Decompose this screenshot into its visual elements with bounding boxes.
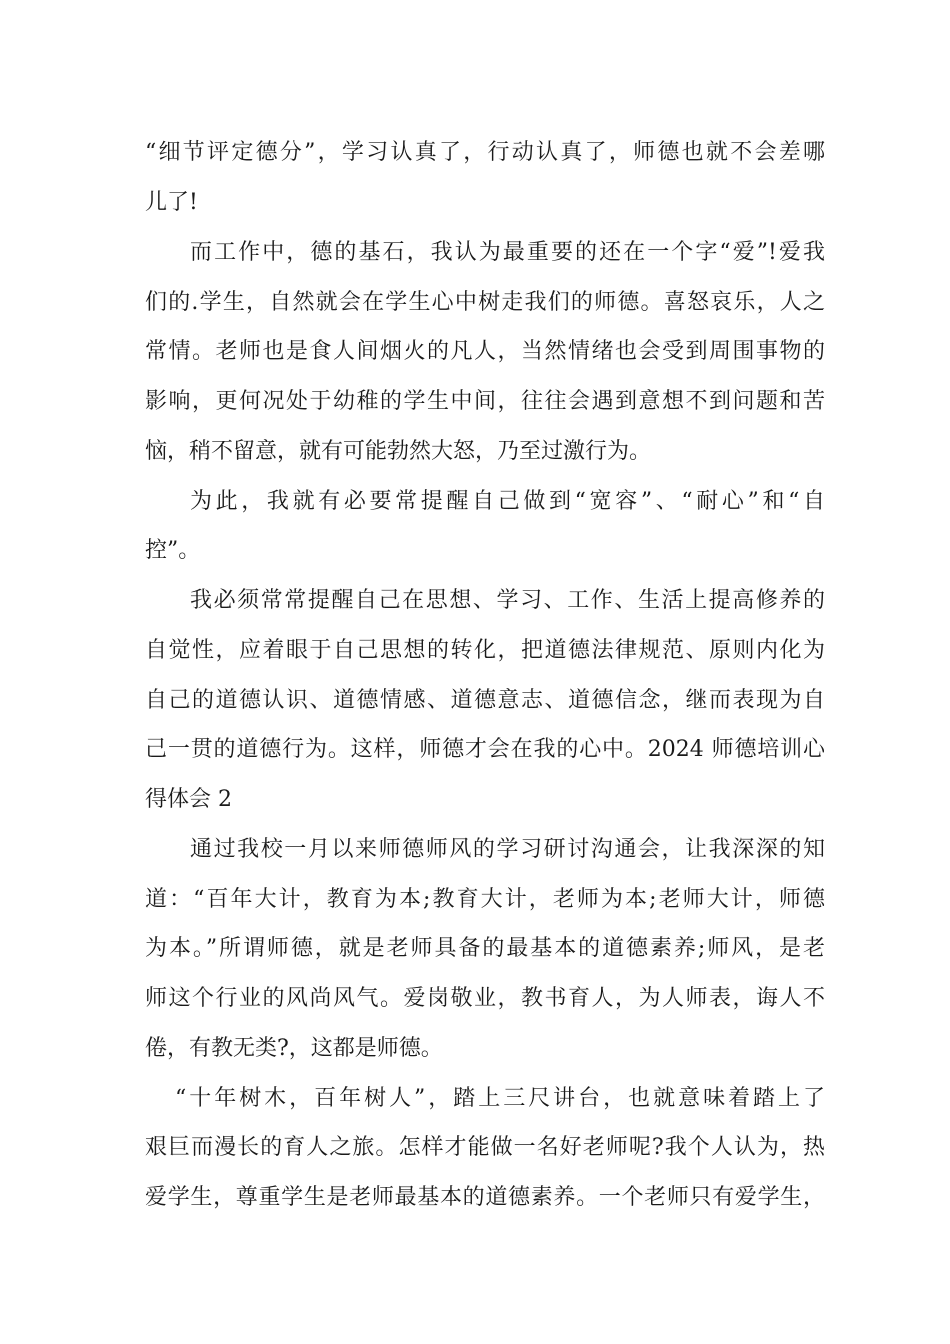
text-line: 们的.学生，自然就会在学生心中树走我们的师德。喜怒哀乐，人之: [145, 290, 825, 315]
text-line: 儿了!: [145, 190, 198, 215]
text-line: “十年树木，百年树人”，踏上三尺讲台，也就意味着踏上了: [175, 1086, 825, 1111]
text-line: 影响，更何况处于幼稚的学生中间，往往会遇到意想不到问题和苦: [145, 389, 825, 414]
text-line: 倦，有教无类?，这都是师德。: [145, 1036, 443, 1061]
text-line: 为此，我就有必要常提醒自己做到“宽容”、“耐心”和“自: [190, 489, 825, 514]
text-line: 控”。: [145, 538, 201, 563]
text-line: 己一贯的道德行为。这样，师德才会在我的心中。2024 师德培训心: [145, 737, 825, 762]
text-line: 常情。老师也是食人间烟火的凡人，当然情绪也会受到周围事物的: [145, 339, 825, 364]
text-line: 爱学生，尊重学生是老师最基本的道德素养。一个老师只有爱学生，: [145, 1185, 825, 1210]
text-line: 师这个行业的风尚风气。爱岗敬业，教书育人，为人师表，诲人不: [145, 986, 825, 1011]
text-line: 艰巨而漫长的育人之旅。怎样才能做一名好老师呢?我个人认为，热: [145, 1135, 825, 1160]
text-line: 而工作中，德的基石，我认为最重要的还在一个字“爱”!爱我: [190, 240, 825, 265]
text-line: 得体会 2: [145, 787, 232, 812]
text-line: 我必须常常提醒自己在思想、学习、工作、生活上提高修养的: [190, 588, 825, 613]
text-line: 道：“百年大计，教育为本;教育大计，老师为本;老师大计，师德: [145, 887, 825, 912]
text-line: 为本。”所谓师德，就是老师具备的最基本的道德素养;师风，是老: [145, 936, 825, 961]
text-line: 通过我校一月以来师德师风的学习研讨沟通会，让我深深的知: [190, 837, 825, 862]
text-line: 自觉性，应着眼于自己思想的转化，把道德法律规范、原则内化为: [145, 638, 825, 663]
text-line: “细节评定德分”，学习认真了，行动认真了，师德也就不会差哪: [145, 140, 825, 165]
text-line: 恼，稍不留意，就有可能勃然大怒，乃至过激行为。: [145, 439, 652, 464]
text-line: 自己的道德认识、道德情感、道德意志、道德信念，继而表现为自: [145, 688, 825, 713]
